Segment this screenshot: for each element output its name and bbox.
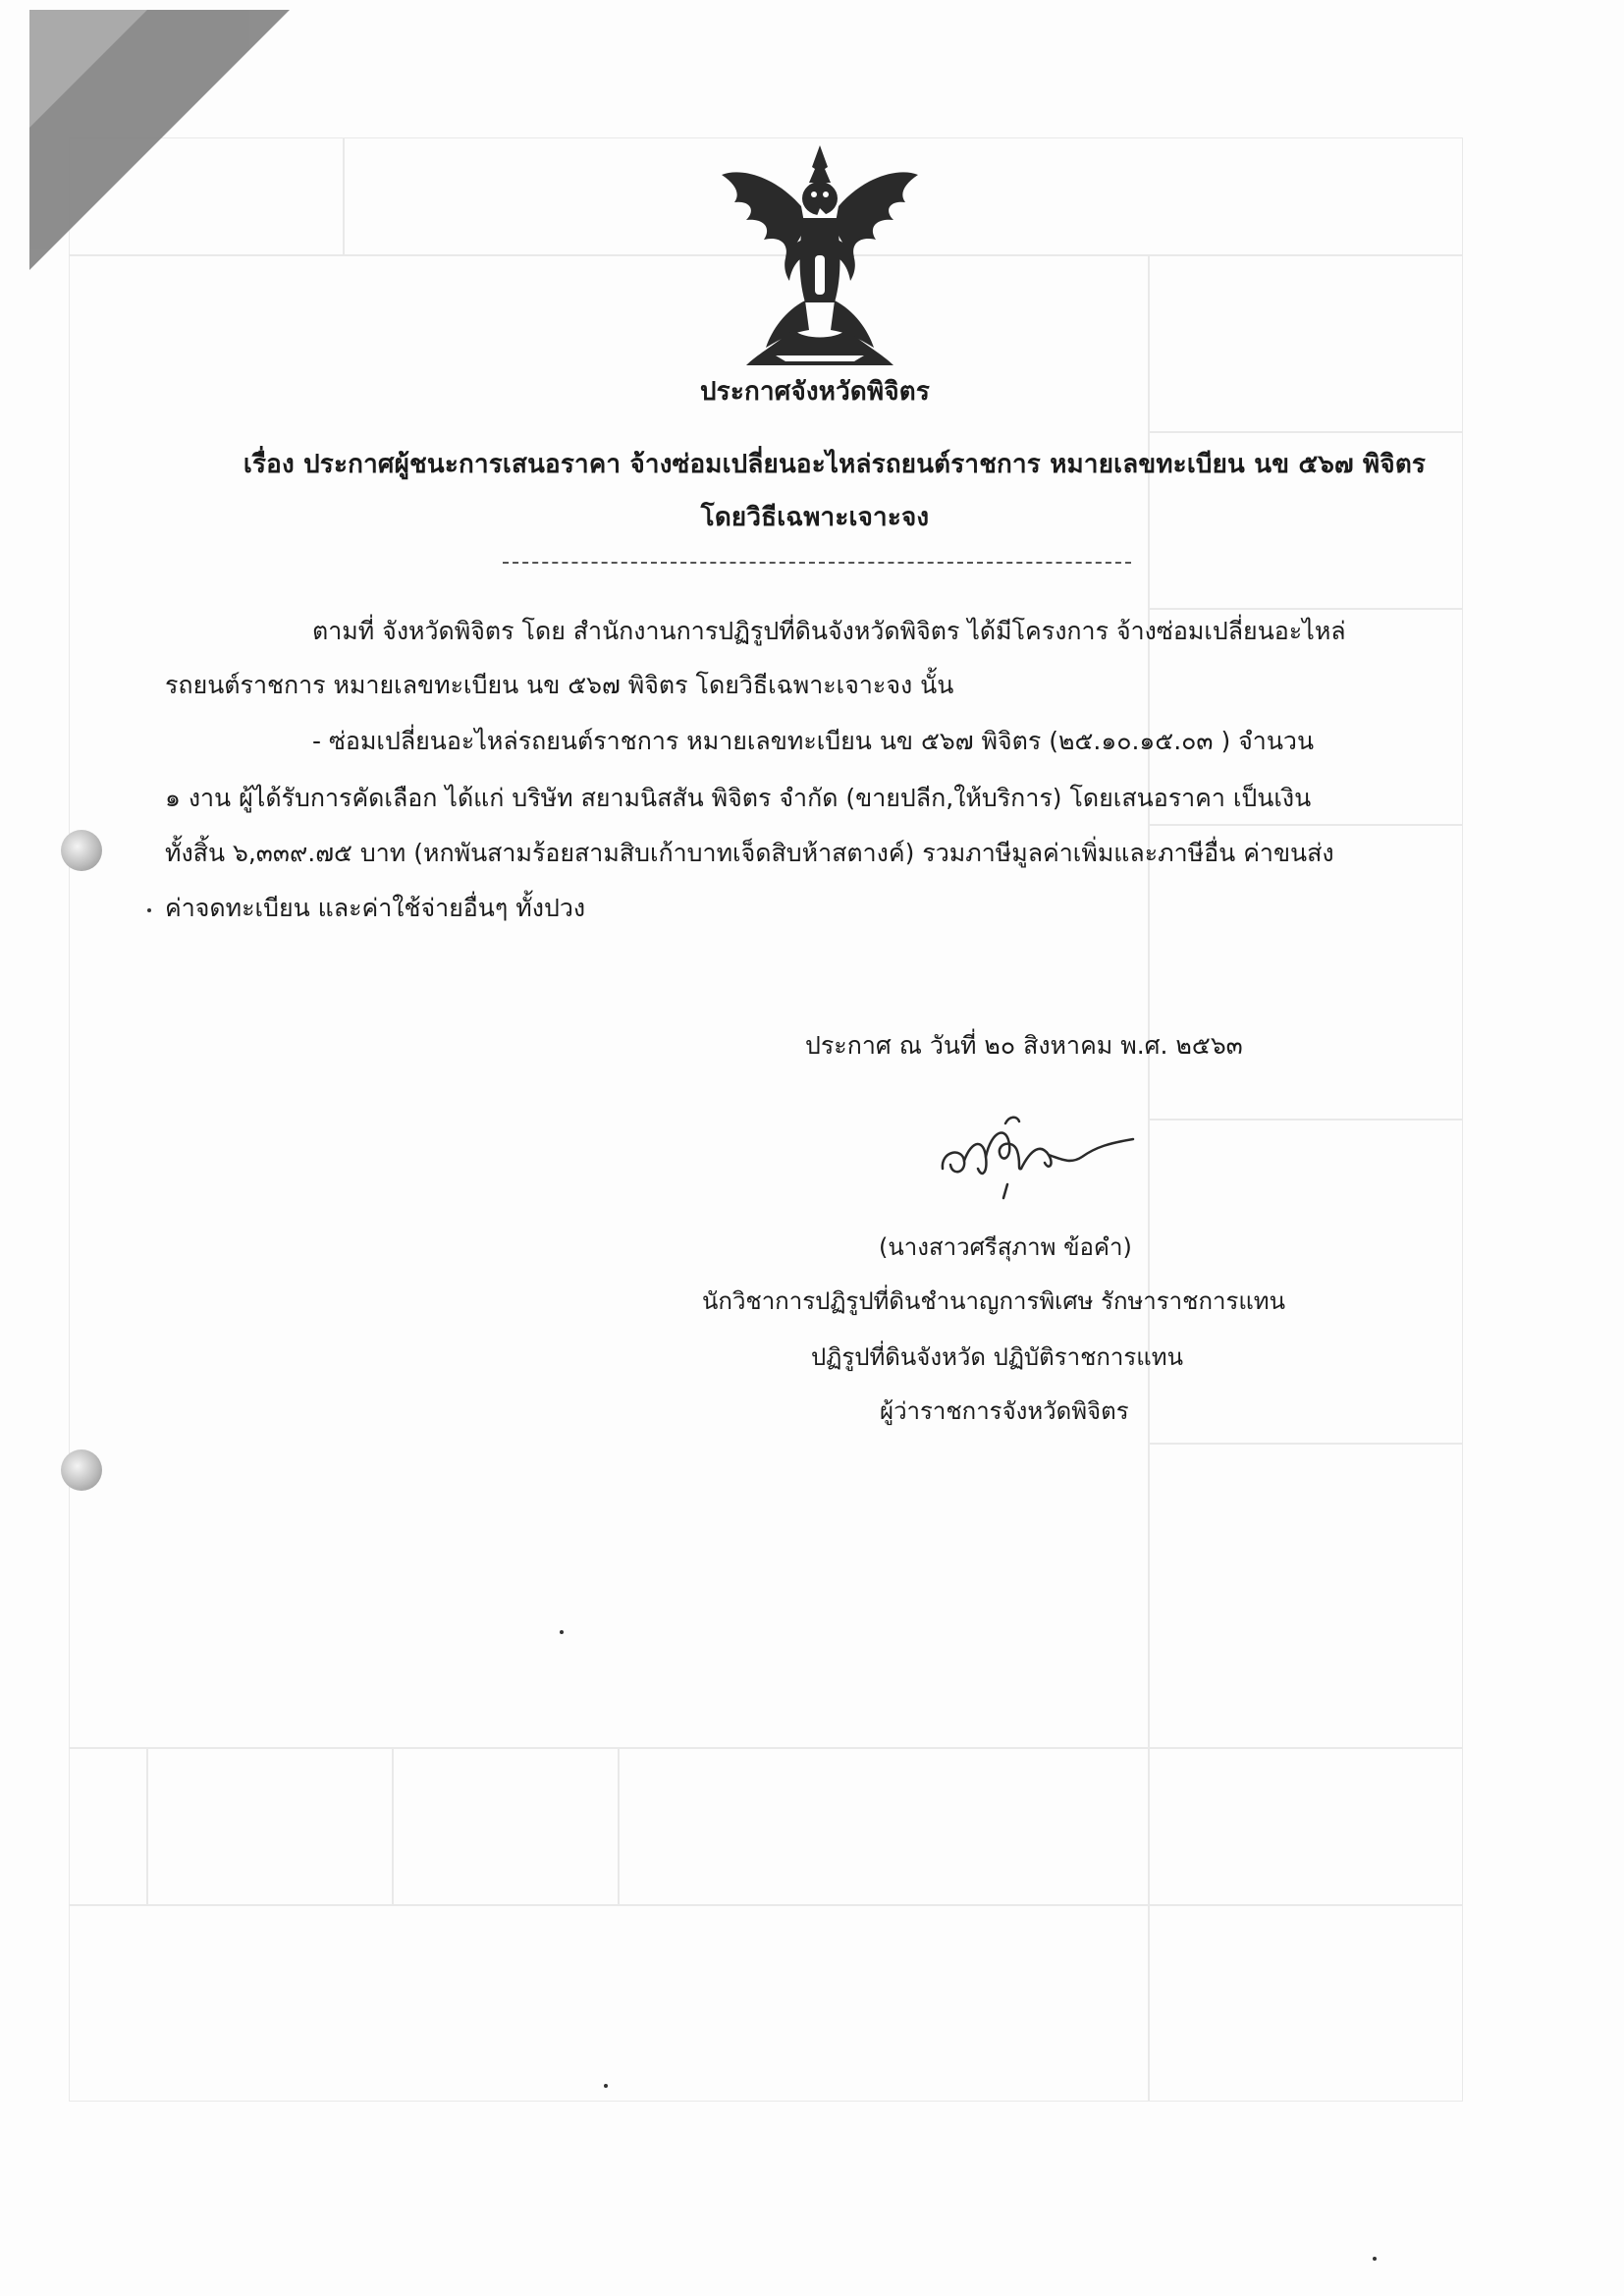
subject-line: เรื่อง ประกาศผู้ชนะการเสนอราคา จ้างซ่อมเปลี่ยนอะไหล่รถยนต์ราชการ หมายเลขทะเบียน นข ๕๖๗ พิจิตร (243, 450, 1427, 479)
punch-hole (61, 830, 102, 871)
scan-speck (604, 2084, 608, 2088)
scan-speck (560, 1630, 564, 1634)
announcement-date: ประกาศ ณ วันที่ ๒๐ สิงหาคม พ.ศ. ๒๕๖๓ (805, 1031, 1243, 1060)
issuer-title: ประกาศจังหวัดพิจิตร (699, 377, 931, 407)
body-line-2: รถยนต์ราชการ หมายเลขทะเบียน นข ๕๖๗ พิจิตร โดยวิธีเฉพาะเจาะจง นั้น (165, 671, 954, 699)
body-line-3: - ซ่อมเปลี่ยนอะไหล่รถยนต์ราชการ หมายเลขทะเบียน นข ๕๖๗ พิจิตร (๒๕.๑๐.๑๕.๐๓ ) จำนวน (312, 727, 1315, 755)
title-divider (503, 562, 1131, 564)
scan-speck (147, 908, 151, 912)
garuda-emblem-icon (717, 137, 923, 373)
punch-hole (61, 1449, 102, 1491)
subject-method: โดยวิธีเฉพาะเจาะจง (700, 503, 930, 532)
signatory-position-1: นักวิชาการปฏิรูปที่ดินชำนาญการพิเศษ รักษาราชการแทน (702, 1287, 1286, 1315)
signatory-position-2: ปฏิรูปที่ดินจังหวัด ปฏิบัติราชการแทน (811, 1343, 1183, 1371)
handwritten-signature (923, 1100, 1178, 1208)
show-through-grid (69, 137, 1463, 2102)
signatory-position-3: ผู้ว่าราชการจังหวัดพิจิตร (880, 1397, 1129, 1425)
body-line-1: ตามที่ จังหวัดพิจิตร โดย สำนักงานการปฏิรูปที่ดินจังหวัดพิจิตร ได้มีโครงการ จ้างซ่อมเปลี่ยนอะไหล่ (312, 617, 1346, 645)
body-line-4: ๑ งาน ผู้ได้รับการคัดเลือก ได้แก่ บริษัท สยามนิสสัน พิจิตร จำกัด (ขายปลีก,ให้บริการ) โดยเสนอราคา เป็นเงิน (165, 784, 1312, 812)
scan-speck (1373, 2257, 1377, 2261)
body-line-6: ค่าจดทะเบียน และค่าใช้จ่ายอื่นๆ ทั้งปวง (165, 894, 586, 922)
body-line-5: ทั้งสิ้น ๖,๓๓๙.๗๕ บาท (หกพันสามร้อยสามสิบเก้าบาทเจ็ดสิบห้าสตางค์) รวมภาษีมูลค่าเพิ่มและภาษีอื่น ค่าขนส่ง (165, 839, 1334, 867)
signatory-name: (นางสาวศรีสุภาพ ข้อคำ) (879, 1233, 1132, 1261)
